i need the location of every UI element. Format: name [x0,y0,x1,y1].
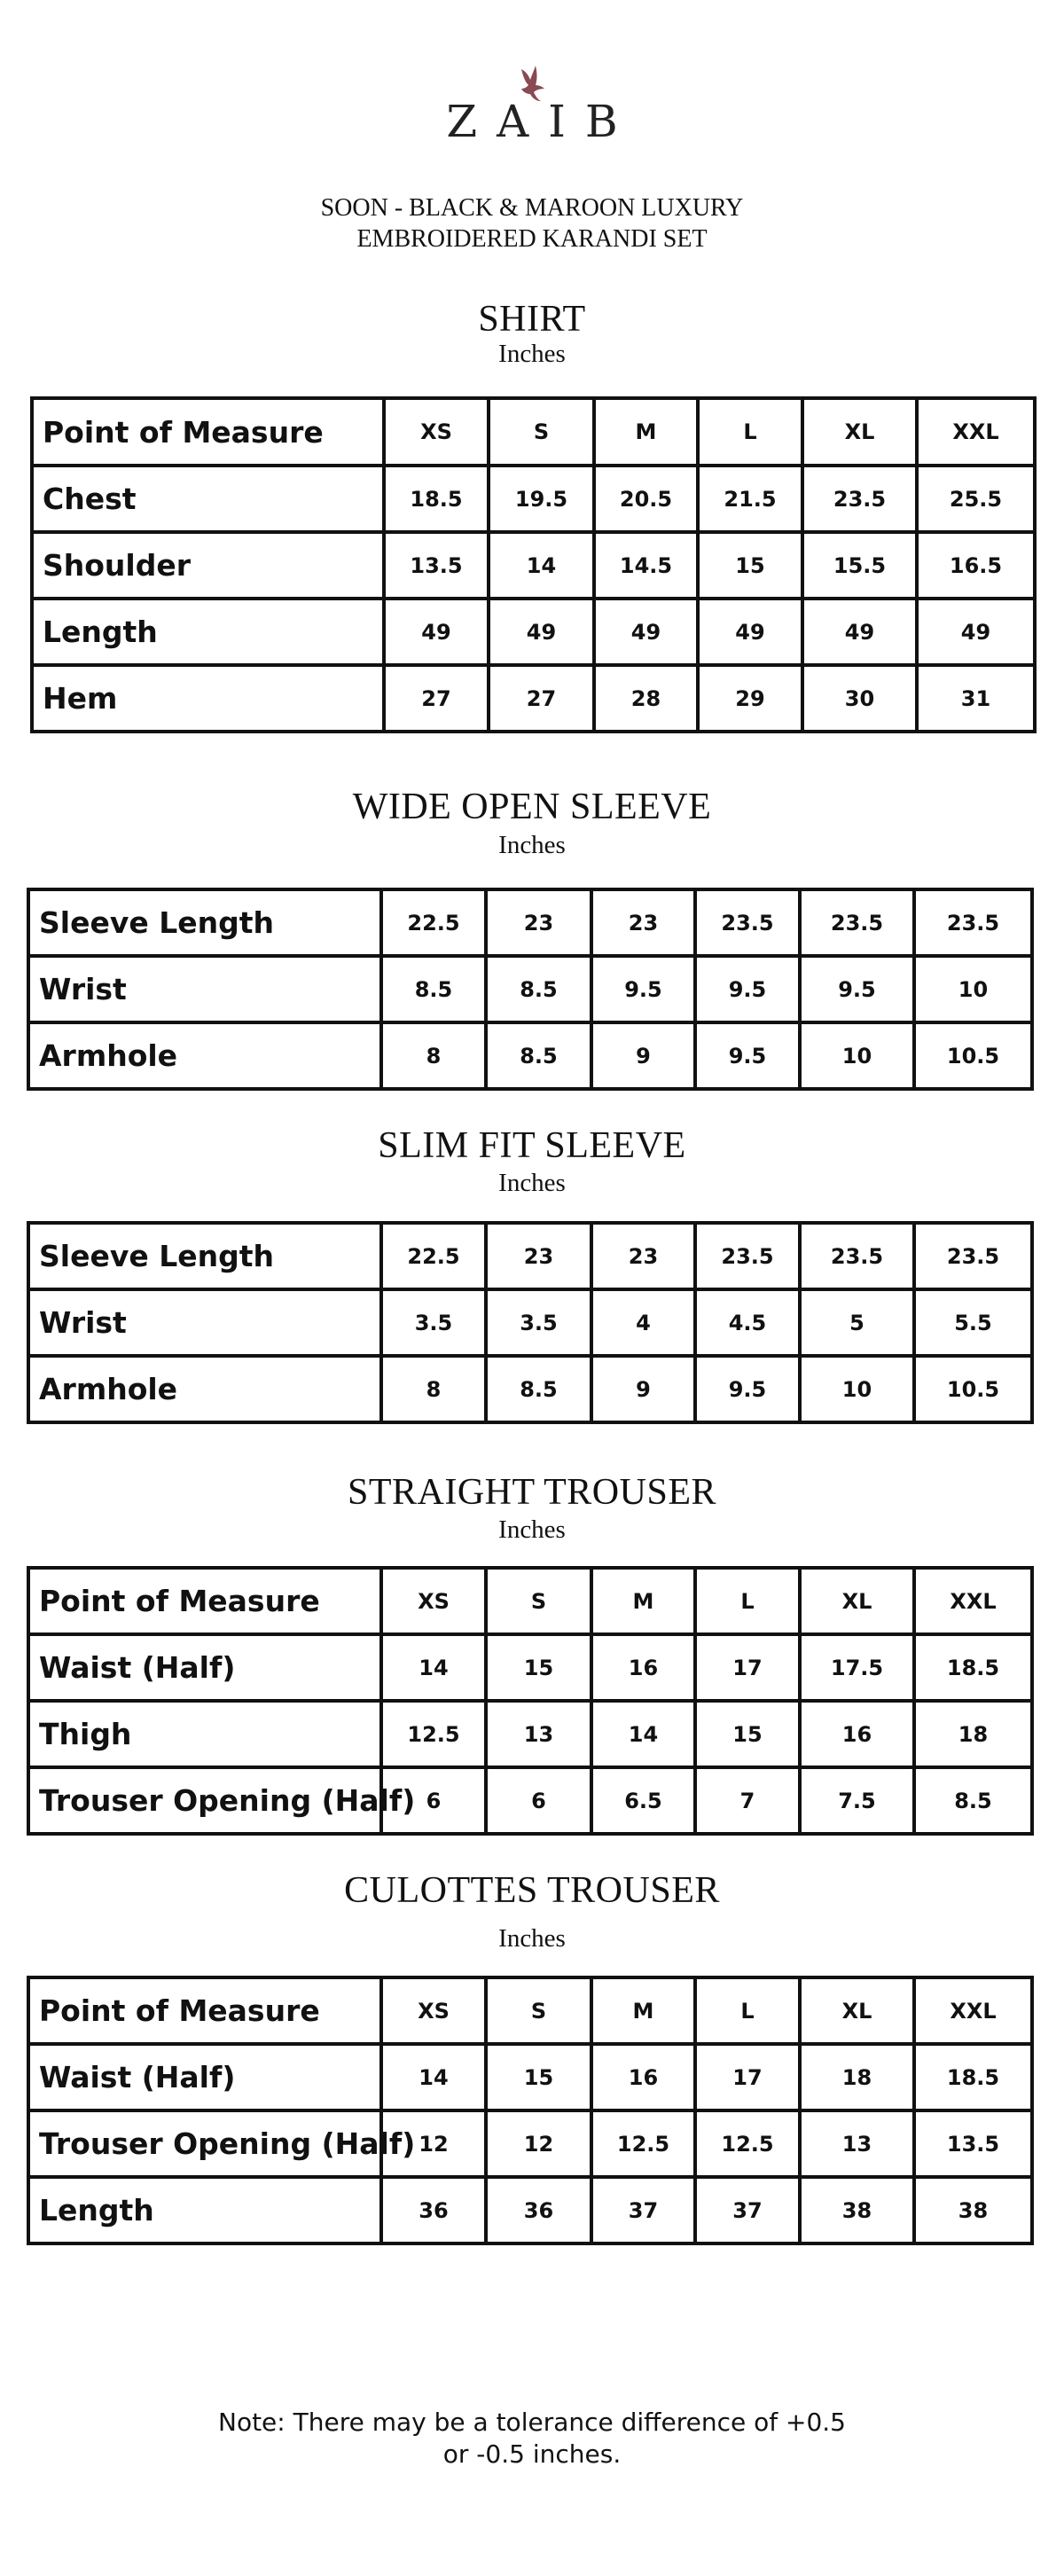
measure-label: Sleeve Length [28,889,381,956]
measure-value: 14.5 [594,532,698,599]
measure-label: Shoulder [32,532,384,599]
measure-value: 23.5 [695,1223,800,1289]
measure-label: Thigh [28,1701,381,1767]
measure-value: 10.5 [914,1022,1032,1089]
measure-value: 15 [486,2044,591,2110]
measure-label: Armhole [28,1356,381,1422]
measure-value: 10 [914,956,1032,1022]
measure-value: 31 [917,665,1035,732]
measure-value: 8.5 [486,1022,591,1089]
header-size: M [594,398,698,466]
section-title-shirt: SHIRT [478,299,586,340]
measure-value: 27 [489,665,594,732]
measure-value: 49 [698,599,802,665]
product-title-line2: EMBROIDERED KARANDI SET [356,225,708,253]
measure-value: 27 [384,665,489,732]
measure-value: 7.5 [800,1767,914,1834]
measure-value: 23.5 [800,889,914,956]
header-size: XL [802,398,917,466]
section-unit-culottes-trouser: Inches [498,1924,566,1953]
table-row [28,1356,1032,1422]
note-line2: or -0.5 inches. [442,2439,622,2469]
measure-value: 18.5 [914,2044,1032,2110]
section-unit-shirt: Inches [498,340,566,368]
measure-value: 9.5 [695,1022,800,1089]
table-row [32,466,1035,532]
measure-value: 16 [591,1634,695,1701]
measure-value: 15 [486,1634,591,1701]
measure-value: 10 [800,1356,914,1422]
measure-label: Sleeve Length [28,1223,381,1289]
measure-value: 9 [591,1356,695,1422]
measure-value: 38 [800,2177,914,2243]
measure-value: 18.5 [914,1634,1032,1701]
measure-label: Waist (Half) [28,2044,381,2110]
measure-value: 22.5 [381,1223,486,1289]
section-unit-straight-trouser: Inches [498,1515,566,1544]
header-label: Point of Measure [28,1977,381,2044]
measure-value: 23.5 [914,889,1032,956]
header-label: Point of Measure [32,398,384,466]
measure-value: 4 [591,1289,695,1356]
measure-value: 13.5 [384,532,489,599]
section-title-slim-fit-sleeve: SLIM FIT SLEEVE [378,1125,686,1166]
measure-value: 12.5 [381,1701,486,1767]
table-row [28,956,1032,1022]
measure-value: 13 [800,2110,914,2177]
measure-value: 10.5 [914,1356,1032,1422]
measure-label: Wrist [28,1289,381,1356]
measure-label: Length [28,2177,381,2243]
measure-value: 15.5 [802,532,917,599]
measure-value: 9.5 [591,956,695,1022]
measure-value: 8.5 [381,956,486,1022]
table-header-row [32,398,1035,466]
brand-name: ZAIB [446,96,638,147]
measure-value: 25.5 [917,466,1035,532]
table-row [28,1634,1032,1701]
measure-value: 37 [695,2177,800,2243]
measure-value: 9.5 [695,956,800,1022]
measure-label: Waist (Half) [28,1634,381,1701]
measure-value: 23.5 [800,1223,914,1289]
measure-value: 6 [381,1767,486,1834]
measure-value: 9.5 [695,1356,800,1422]
product-title-line1: SOON - BLACK & MAROON LUXURY [320,194,744,222]
table-row [28,1289,1032,1356]
table-row [28,889,1032,956]
measure-value: 49 [917,599,1035,665]
measure-value: 12 [381,2110,486,2177]
measure-value: 16.5 [917,532,1035,599]
measure-label: Trouser Opening (Half) [28,1767,381,1834]
measure-label: Chest [32,466,384,532]
measure-value: 49 [594,599,698,665]
table-row [28,2110,1032,2177]
measure-value: 12 [486,2110,591,2177]
measure-value: 23 [591,889,695,956]
measure-value: 23 [486,889,591,956]
measure-value: 10 [800,1022,914,1089]
table-row [28,2177,1032,2243]
measure-value: 28 [594,665,698,732]
measure-value: 16 [800,1701,914,1767]
header-label: Point of Measure [28,1568,381,1634]
measure-label: Length [32,599,384,665]
measure-value: 17.5 [800,1634,914,1701]
section-unit-wide-open-sleeve: Inches [498,831,566,859]
header-size: M [591,1977,695,2044]
section-title-wide-open-sleeve: WIDE OPEN SLEEVE [352,787,712,827]
tolerance-note [0,2407,1064,2470]
section-unit-slim-fit-sleeve: Inches [498,1169,566,1197]
measure-value: 7 [695,1767,800,1834]
measure-value: 37 [591,2177,695,2243]
measure-value: 14 [381,1634,486,1701]
header-size: L [695,1977,800,2044]
measure-value: 23 [486,1223,591,1289]
measure-value: 22.5 [381,889,486,956]
measure-value: 14 [489,532,594,599]
table-row [28,1701,1032,1767]
measure-value: 6 [486,1767,591,1834]
table-row [28,1767,1032,1834]
table-row [28,2044,1032,2110]
table-row [28,1223,1032,1289]
measure-value: 4.5 [695,1289,800,1356]
measure-value: 8.5 [914,1767,1032,1834]
measure-value: 15 [695,1701,800,1767]
measure-label: Trouser Opening (Half) [28,2110,381,2177]
measure-value: 5 [800,1289,914,1356]
header-size: M [591,1568,695,1634]
header-size: L [695,1568,800,1634]
header-size: XS [384,398,489,466]
table-row [32,532,1035,599]
measure-value: 49 [384,599,489,665]
measure-value: 9.5 [800,956,914,1022]
straight-trouser-size-table [27,1566,1034,1836]
measure-value: 18 [914,1701,1032,1767]
measure-value: 5.5 [914,1289,1032,1356]
slim-fit-sleeve-size-table [27,1221,1034,1424]
measure-value: 12.5 [695,2110,800,2177]
measure-value: 29 [698,665,802,732]
header-size: XS [381,1568,486,1634]
measure-value: 23.5 [914,1223,1032,1289]
measure-value: 3.5 [381,1289,486,1356]
measure-value: 8 [381,1022,486,1089]
header-size: XL [800,1568,914,1634]
measure-value: 23.5 [695,889,800,956]
measure-value: 8.5 [486,1356,591,1422]
section-title-culottes-trouser: CULOTTES TROUSER [344,1870,720,1911]
measure-value: 36 [381,2177,486,2243]
section-title-straight-trouser: STRAIGHT TROUSER [347,1472,716,1513]
measure-value: 9 [591,1022,695,1089]
measure-value: 19.5 [489,466,594,532]
header-size: XS [381,1977,486,2044]
measure-value: 38 [914,2177,1032,2243]
measure-label: Hem [32,665,384,732]
measure-value: 49 [802,599,917,665]
measure-value: 17 [695,1634,800,1701]
measure-value: 15 [698,532,802,599]
table-header-row [28,1977,1032,2044]
measure-value: 13.5 [914,2110,1032,2177]
measure-value: 49 [489,599,594,665]
header-size: S [486,1568,591,1634]
header-size: XXL [914,1977,1032,2044]
measure-value: 8 [381,1356,486,1422]
table-header-row [28,1568,1032,1634]
header-size: XXL [917,398,1035,466]
measure-label: Armhole [28,1022,381,1089]
measure-value: 14 [591,1701,695,1767]
measure-value: 30 [802,665,917,732]
table-row [32,599,1035,665]
measure-value: 12.5 [591,2110,695,2177]
measure-value: 6.5 [591,1767,695,1834]
culottes-trouser-size-table [27,1976,1034,2245]
measure-value: 16 [591,2044,695,2110]
measure-value: 3.5 [486,1289,591,1356]
product-title [0,192,1064,254]
measure-value: 21.5 [698,466,802,532]
shirt-size-table [30,396,1037,733]
header-size: XL [800,1977,914,2044]
header-size: S [489,398,594,466]
wide-open-sleeve-size-table [27,888,1034,1091]
measure-value: 23.5 [802,466,917,532]
measure-label: Wrist [28,956,381,1022]
measure-value: 18.5 [384,466,489,532]
measure-value: 18 [800,2044,914,2110]
measure-value: 36 [486,2177,591,2243]
measure-value: 14 [381,2044,486,2110]
measure-value: 17 [695,2044,800,2110]
header-size: L [698,398,802,466]
measure-value: 13 [486,1701,591,1767]
measure-value: 20.5 [594,466,698,532]
table-row [32,665,1035,732]
measure-value: 23 [591,1223,695,1289]
measure-value: 8.5 [486,956,591,1022]
note-line1: Note: There may be a tolerance difference of +0.5 [218,2408,846,2437]
header-size: XXL [914,1568,1032,1634]
header-size: S [486,1977,591,2044]
table-row [28,1022,1032,1089]
